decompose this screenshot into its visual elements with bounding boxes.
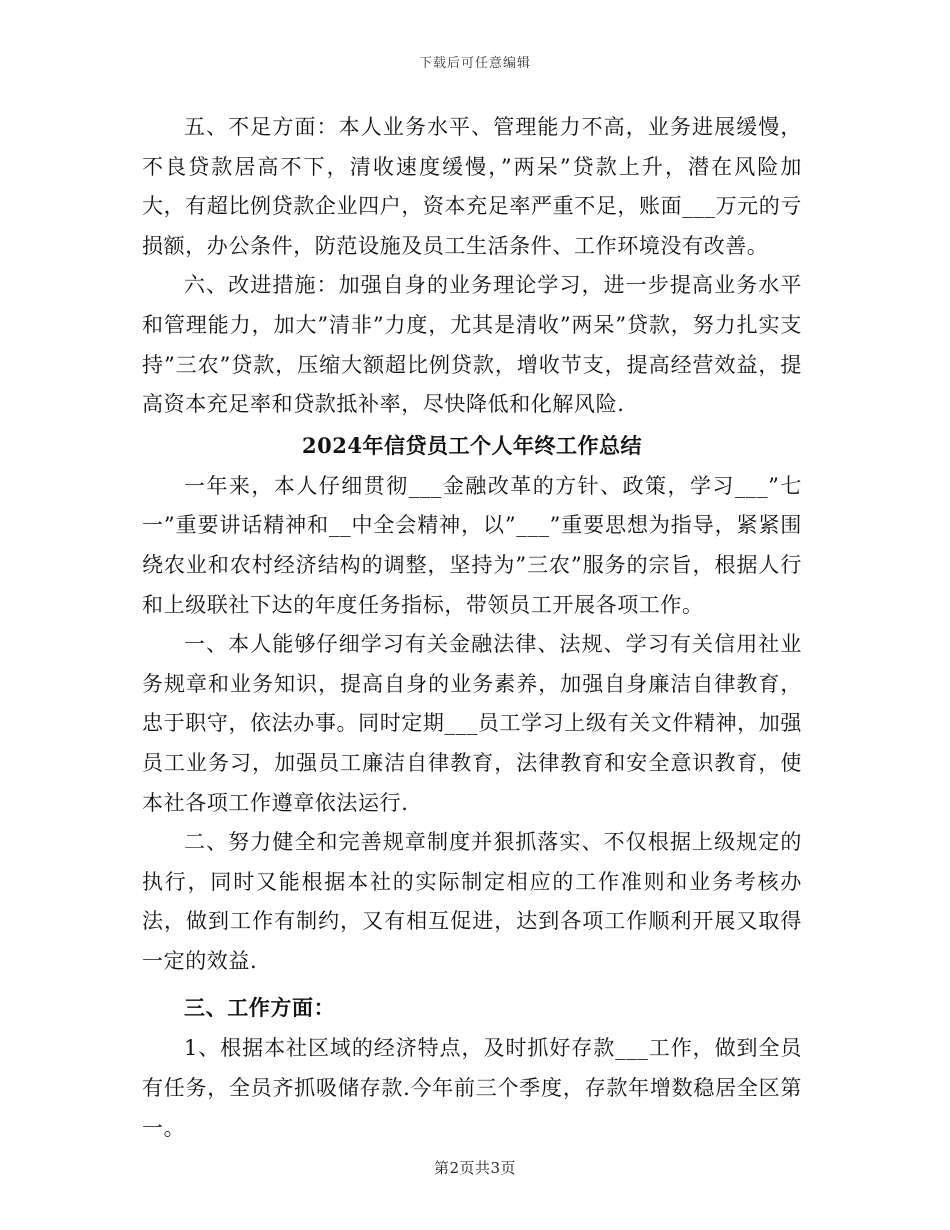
paragraph-intro: 一年来，本人仔细贯彻___金融改革的方针、政策，学习___”七一”重要讲话精神和__中全会精神，以”___”重要思想为指导，紧紧围绕农业和农村经济结构的调整，坚持为”三农”服务的宗旨，根据人行和上级联社下达的年度任务指标，带领员工开展各项工作。 — [142, 473, 802, 617]
paragraph-study-laws: 一、本人能够仔细学习有关金融法律、法规、学习有关信用社业务规章和业务知识，提高自身的业务素养，加强自身廉洁自律教育，忠于职守，依法办事。同时定期___员工学习上级有关文件精神，加强员工业务习，加强员工廉洁自律教育，法律教育和安全意识教育，使本社各项工作遵章依法运行. — [142, 632, 802, 815]
page-number-footer: 第2页共3页 — [433, 1159, 517, 1177]
paragraph-improvements: 六、改进措施：加强自身的业务理论学习，进一步提高业务水平和管理能力，加大”清非”力度，尤其是清收”两呆”贷款，努力扎实支持”三农”贷款，压缩大额超比例贷款，增收节支，提高经营效益，提高资本充足率和贷款抵补率，尽快降低和化解风险. — [142, 273, 802, 417]
section-heading-work: 三、工作方面： — [184, 995, 336, 1021]
document-title: 2024年信贷员工个人年终工作总结 — [302, 432, 642, 458]
page-header-note: 下载后可任意编辑 — [418, 56, 531, 71]
document-body — [142, 108, 802, 1148]
paragraph-deposits: 1、根据本社区域的经济特点，及时抓好存款___工作，做到全员有任务，全员齐抓吸储存款.今年前三个季度，存款年增数稳居全区第一。 — [142, 1036, 802, 1140]
paragraph-shortcomings: 五、不足方面：本人业务水平、管理能力不高，业务进展缓慢，不良贷款居高不下，清收速度缓慢，”两呆”贷款上升，潜在风险加大，有超比例贷款企业四户，资本充足率严重不足，账面___万元的亏损额，办公条件，防范设施及员工生活条件、工作环境没有改善。 — [142, 115, 802, 258]
paragraph-regulations: 二、努力健全和完善规章制度并狠抓落实、不仅根据上级规定的执行，同时又能根据本社的实际制定相应的工作准则和业务考核办法，做到工作有制约，又有相互促进，达到各项工作顺利开展又取得一定的效益. — [142, 830, 802, 973]
